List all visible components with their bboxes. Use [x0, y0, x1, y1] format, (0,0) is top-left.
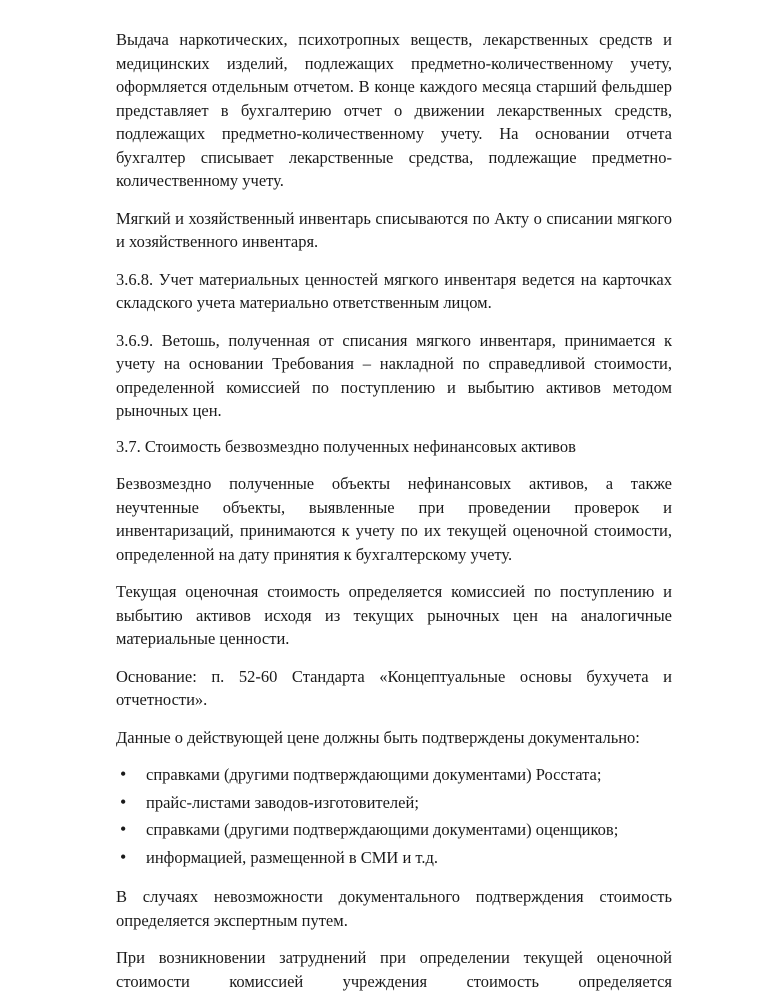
list-item: • справками (другими подтверждающими документами) оценщиков;	[146, 818, 672, 842]
paragraph-3-6-9: 3.6.9. Ветошь, полученная от списания мягкого инвентаря, принимается к учету на основании Требования – накладной по справедливой стоимости, определенной комиссией по поступлению и выбытию активов методом рыночных цен.	[116, 330, 672, 420]
document-page	[116, 28, 672, 1007]
list-item: • справками (другими подтверждающими документами) Росстата;	[146, 763, 672, 787]
paragraph-basis: Основание: п. 52-60 Стандарта «Концептуальные основы бухучета и отчетности».	[116, 666, 672, 709]
paragraph-current-valuation: Текущая оценочная стоимость определяется комиссией по поступлению и выбытию активов исходя из текущих рыночных цен на аналогичные материальные ценности.	[116, 582, 672, 648]
paragraph-price-evidence: Данные о действующей цене должны быть подтверждены документально:	[116, 727, 640, 747]
paragraph-soft-inventory-writeoff: Мягкий и хозяйственный инвентарь списываются по Акту о списании мягкого и хозяйственного инвентаря.	[116, 208, 672, 251]
paragraph-expert-valuation: В случаях невозможности документального подтверждения стоимость определяется экспертным путем.	[116, 887, 672, 930]
list-item: • прайс-листами заводов-изготовителей;	[146, 791, 672, 815]
paragraph-3-6-8: 3.6.8. Учет материальных ценностей мягкого инвентаря ведется на карточках складского учета материально ответственным лицом.	[116, 269, 672, 312]
paragraph-gratuitous-assets: Безвозмездно полученные объекты нефинансовых активов, а также неучтенные объекты, выявленные при проведении проверок и инвентаризаций, принимаются к учету по их текущей оценочной стоимости, определенной на дату принятия к бухгалтерскому учету.	[116, 474, 672, 564]
paragraph-difficulties: При возникновении затруднений при определении текущей оценочной стоимости комиссией учреждения стоимость определяется	[116, 948, 672, 991]
paragraph-narcotics-report: Выдача наркотических, психотропных веществ, лекарственных средств и медицинских изделий, подлежащих предметно-количественному учету, оформляется отдельным отчетом. В конце каждого месяца старший фельдшер представляет в бухгалтерию отчет о движении лекарственных средств, подлежащих предметно-количественному учету. На основании отчета бухгалтер списывает лекарственные средства, подлежащие предметно-количественному учету.	[116, 30, 672, 190]
section-heading-3-7: 3.7. Стоимость безвозмездно полученных нефинансовых активов	[116, 436, 576, 456]
list-item: • информацией, размещенной в СМИ и т.д.	[146, 846, 672, 870]
evidence-list	[116, 763, 672, 869]
